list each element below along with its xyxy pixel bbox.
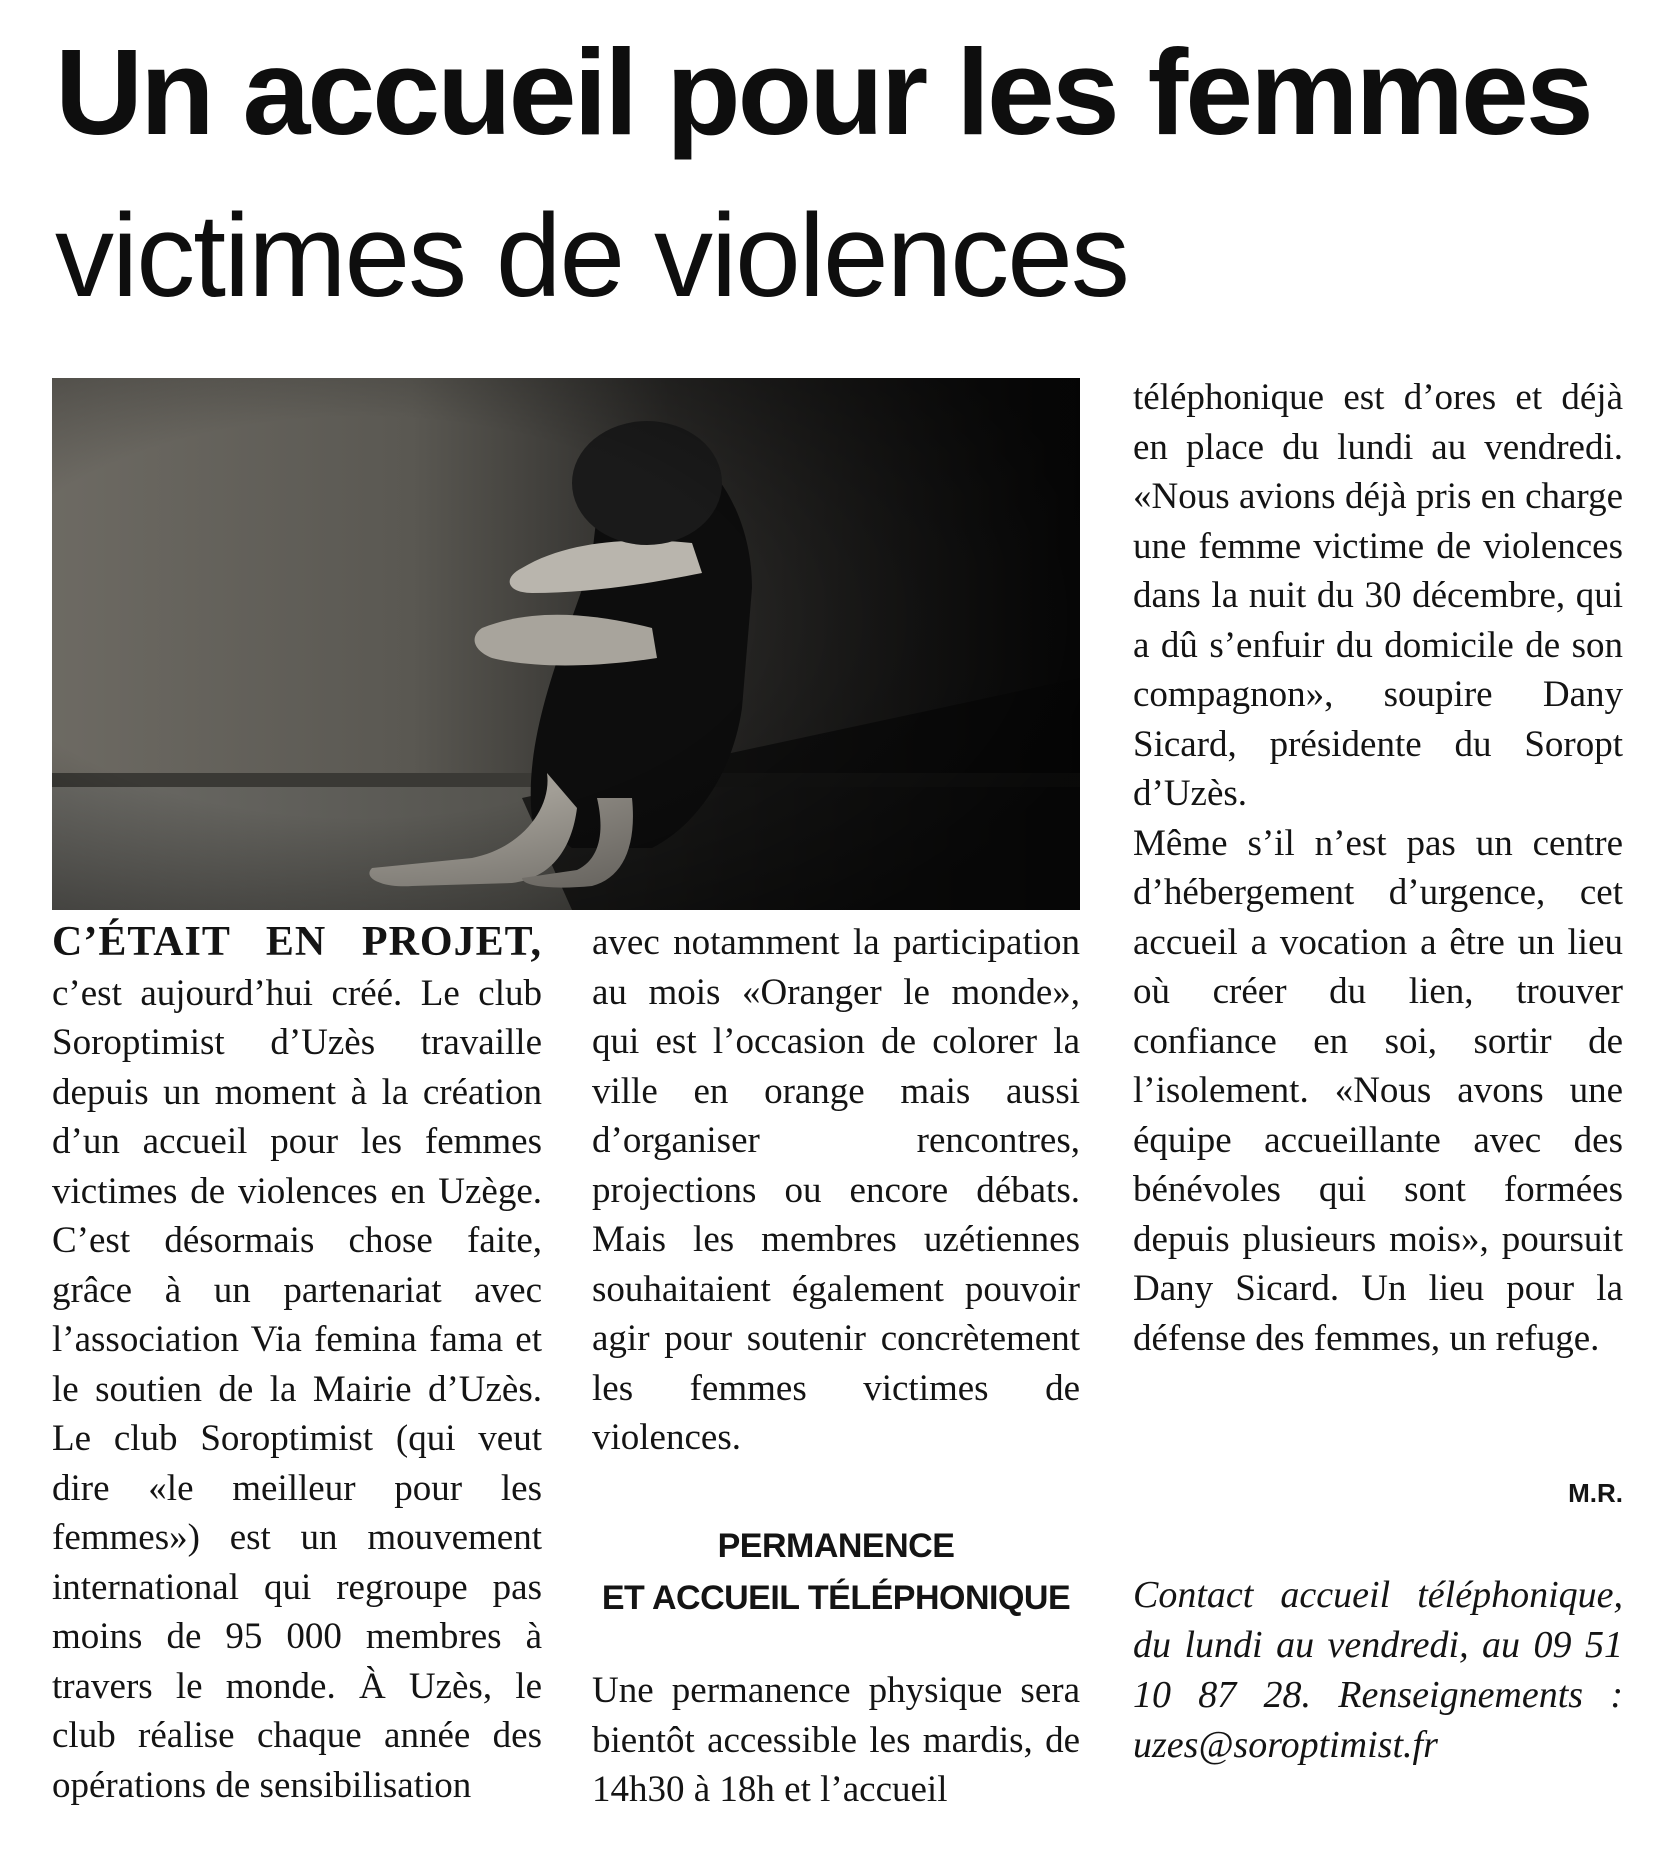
article-column-2-continued [592, 1666, 1080, 1815]
article-column-3-paragraph-2: Même s’il n’est pas un centre d’hébergement d’urgence, cet accueil a vocation a être un lieu où créer du lien, trouver confiance en soi, sortir de l’isolement. «Nous avons une équipe accueillante avec des bénévoles qui sont formées depuis plusieurs mois», poursuit Dany Sicard. Un lieu pour la défense des femmes, un refuge. [1133, 822, 1623, 1359]
subhead-line-1: PERMANENCE [717, 1527, 955, 1565]
article-column-1-text: c’est aujourd’hui créé. Le club Soroptimist d’Uzès travaille depuis un moment à la création d’un accueil pour les femmes victimes de violences en Uzège. C’est désormais chose faite, grâce à un partenariat avec l’association Via femina fama et le soutien de la Mairie d’Uzès. Le club Soroptimist (qui veut dire «le meilleur pour les femmes») est un mouvement international qui regroupe pas moins de 95 000 membres à travers le monde. À Uzès, le club réalise chaque année des opérations de sensibilisation [52, 972, 542, 1806]
article-column-3-paragraph-1: téléphonique est d’ores et déjà en place du lundi au vendredi. «Nous avions déjà pris en charge une femme victime de violences dans la nuit du 30 décembre, qui a dû s’enfuir du domicile de son compagnon», soupire Dany Sicard, présidente du Soropt d’Uzès. [1133, 377, 1623, 814]
contact-info: Contact accueil téléphonique, du lundi au vendredi, au 09 51 10 87 28. Renseignements : uzes@soroptimist.fr [1133, 1574, 1623, 1766]
article-column-3 [1133, 373, 1623, 1363]
subhead-line-2: ET ACCUEIL TÉLÉPHONIQUE [601, 1579, 1071, 1617]
article-column-2 [592, 918, 1080, 1463]
article-column-2b-text: Une permanence physique sera bientôt accessible les mardis, de 14h30 à 18h et l’accueil [592, 1670, 1080, 1810]
headline-line-2: victimes de violences [55, 190, 1128, 322]
woman-sitting-alone-photo [52, 378, 1080, 910]
article-column-1 [52, 918, 542, 1810]
section-subhead [592, 1520, 1080, 1624]
article-lead: C’ÉTAIT EN PROJET, [52, 919, 542, 965]
headline-line-1: Un accueil pour les femmes [55, 24, 1591, 160]
article-photo [52, 378, 1080, 910]
author-byline: M.R. [1568, 1478, 1623, 1508]
article-column-2-text: avec notamment la participation au mois «Oranger le monde», qui est l’occasion de colorer la ville en orange mais aussi d’organiser rencontres, projections ou encore débats. Mais les membres uzétiennes souhaitaient également pouvoir agir pour soutenir concrètement les femmes victimes de violences. [592, 922, 1080, 1458]
